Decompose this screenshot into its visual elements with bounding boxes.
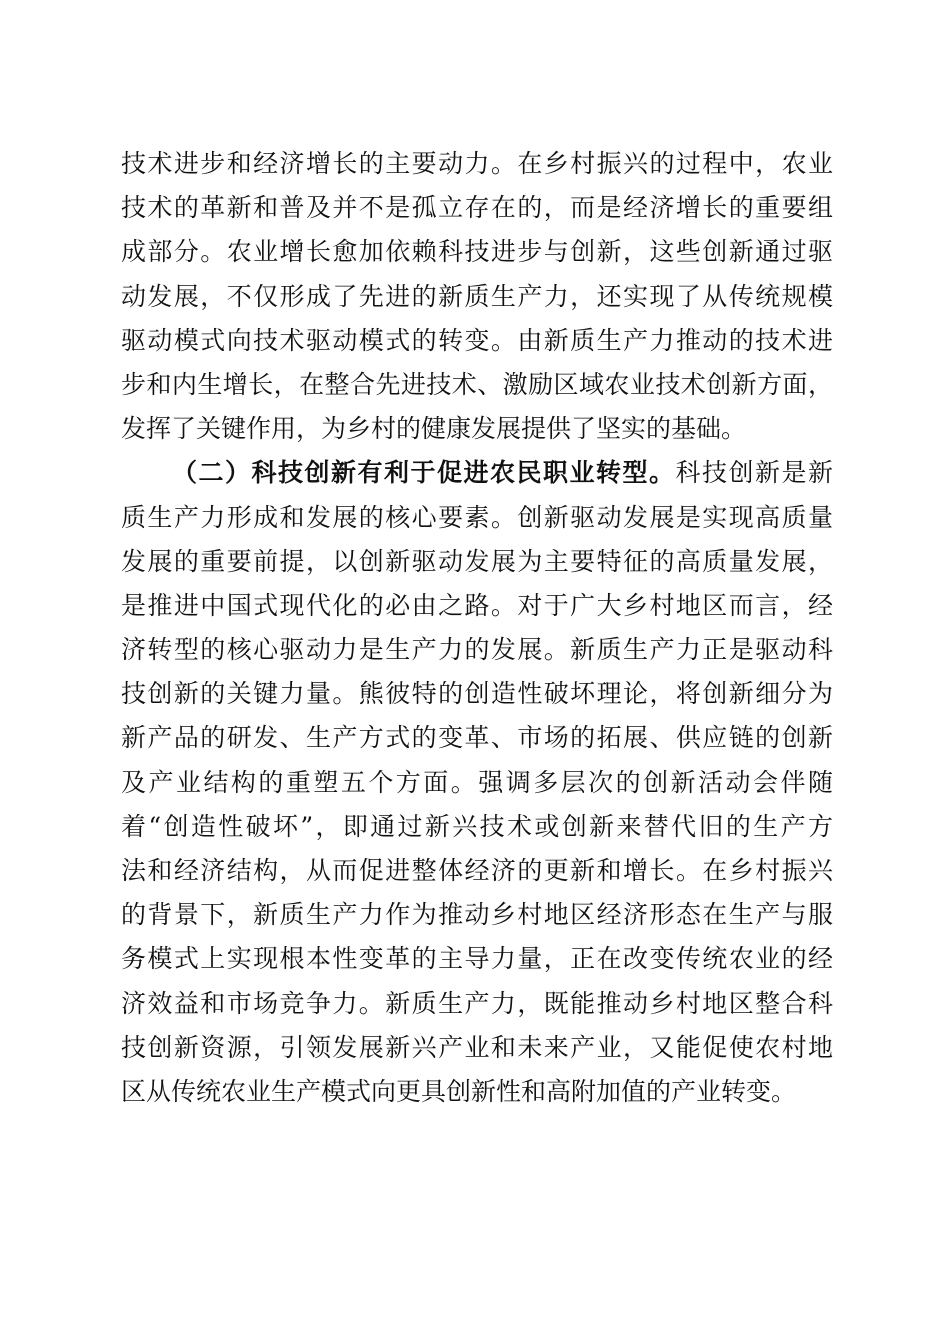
text-line: 发挥了关键作用，为乡村的健康发展提供了坚实的基础。 bbox=[121, 414, 747, 444]
text-line: 驱动模式向技术驱动模式的转变。由新质生产力推动的技术进 bbox=[121, 325, 833, 355]
text-line: 质生产力形成和发展的核心要素。创新驱动发展是实现高质量 bbox=[121, 502, 833, 532]
text-line: 发展的重要前提，以创新驱动发展为主要特征的高质量发展， bbox=[121, 546, 833, 576]
text-line: 技术的革新和普及并不是孤立存在的，而是经济增长的重要组 bbox=[121, 193, 833, 223]
text-line: 技术进步和经济增长的主要动力。在乡村振兴的过程中，农业 bbox=[121, 149, 833, 178]
text-line: 新产品的研发、生产方式的变革、市场的拓展、供应链的创新 bbox=[121, 723, 833, 753]
text-line: 济转型的核心驱动力是生产力的发展。新质生产力正是驱动科 bbox=[121, 635, 833, 665]
text-line: 区从传统农业生产模式向更具创新性和高附加值的产业转变。 bbox=[121, 1076, 797, 1106]
text-line: 的背景下，新质生产力作为推动乡村地区经济形态在生产与服 bbox=[121, 900, 833, 930]
section-heading: （二）科技创新有利于促进农民职业转型。 bbox=[172, 458, 676, 488]
paragraph-1 bbox=[121, 142, 833, 451]
text-line: 着“创造性破坏”，即通过新兴技术或创新来替代旧的生产方 bbox=[121, 811, 833, 841]
text-line: 及产业结构的重塑五个方面。强调多层次的创新活动会伴随 bbox=[121, 767, 833, 797]
text-line: 技创新的关键力量。熊彼特的创造性破坏理论，将创新细分为 bbox=[121, 679, 833, 709]
text-line: 成部分。农业增长愈加依赖科技进步与创新，这些创新通过驱 bbox=[121, 237, 833, 267]
paragraph-first-line bbox=[121, 451, 833, 495]
text-line: 技创新资源，引领发展新兴产业和未来产业，又能促使农村地 bbox=[121, 1032, 833, 1062]
text-line: 动发展，不仅形成了先进的新质生产力，还实现了从传统规模 bbox=[121, 281, 833, 311]
text-line: 法和经济结构，从而促进整体经济的更新和增长。在乡村振兴 bbox=[121, 856, 833, 885]
text-line: 步和内生增长，在整合先进技术、激励区域农业技术创新方面， bbox=[121, 369, 833, 399]
text-line: 济效益和市场竞争力。新质生产力，既能推动乡村地区整合科 bbox=[121, 988, 833, 1018]
text-line: 是推进中国式现代化的必由之路。对于广大乡村地区而言，经 bbox=[121, 590, 833, 620]
paragraph-2 bbox=[121, 451, 833, 1114]
first-line-text: 科技创新是新 bbox=[675, 458, 833, 488]
text-line: 务模式上实现根本性变革的主导力量，正在改变传统农业的经 bbox=[121, 944, 833, 974]
body-text bbox=[121, 142, 833, 1114]
